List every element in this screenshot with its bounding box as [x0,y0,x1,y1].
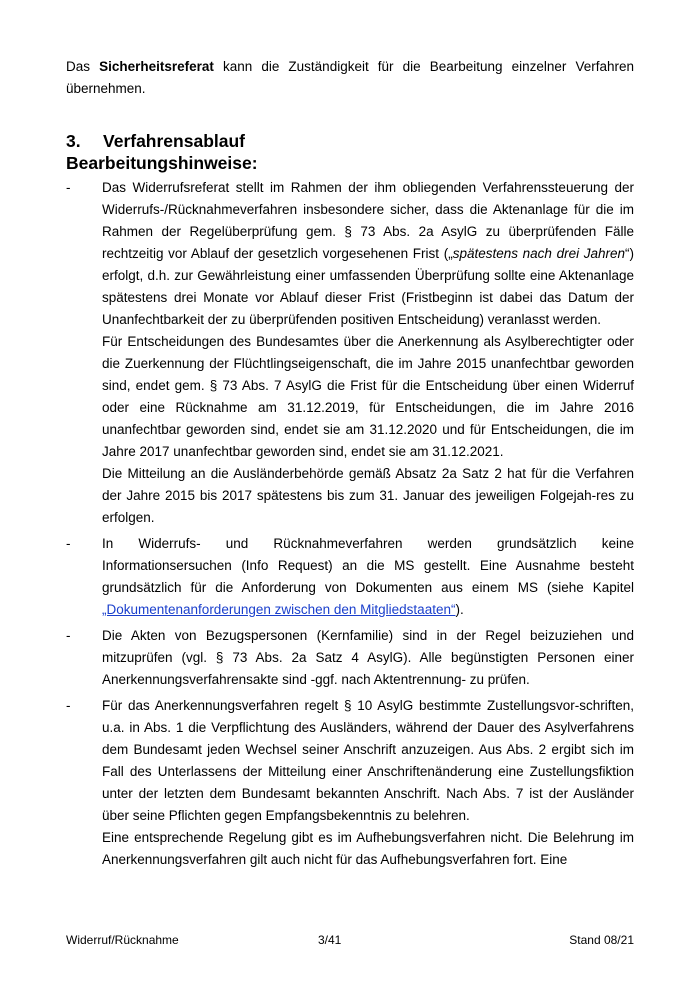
intro-bold-term: Sicherheitsreferat [99,59,214,74]
item1-paragraph3: Die Mitteilung an die Ausländerbehörde gemäß Absatz 2a Satz 2 hat für die Verfahren der Jahre 2015 bis 2017 spätestens bis zum 31. Januar des jeweiligen Folgejah-res zu erfolgen. [102,466,634,525]
list-item-bezugspersonen [66,625,634,691]
footer-version: Stand 08/21 [569,933,634,947]
section-heading [66,130,634,152]
item1-p1-post: “) erfolgt, d.h. zur Gewährleistung einer umfassenden Überprüfung sollte eine Aktenanlage spätestens drei Monate vor Ablauf dieser Frist (Fristbeginn ist dabei das Datum der Unanfechtbarkeit der zu überprüfenden positiven Entscheidung) veranlasst werden. [102,246,635,327]
chapter-link-dokumentenanforderungen[interactable]: „Dokumentenanforderungen zwischen den Mitgliedstaaten“ [102,602,456,617]
page-footer [66,933,634,953]
item4-paragraph1: Für das Anerkennungsverfahren regelt § 10 AsylG bestimmte Zustellungsvor-schriften, u.a. in Abs. 1 die Verpflichtung des Ausländers, während der Dauer des Asylverfahrens dem Bundesamt jeden Wechsel seiner Anschrift anzuzeigen. Aus Abs. 2 ergibt sich im Fall des Unterlassens der Mitteilung einer Anschriftenänderung eine Zustellungsfiktion unter der letzten dem Bundesamt bekannten Anschrift. Nach Abs. 7 ist der Ausländer über seine Pflichten gegen Empfangsbekenntnis zu belehren. [102,698,634,823]
section-subtitle: Bearbeitungshinweise: [66,153,258,173]
bullet-dash: - [66,180,71,195]
section-number: 3. [66,131,81,151]
item1-p1-italic: spätestens nach drei Jahren [452,246,626,261]
footer-page-number: 3/41 [318,933,342,947]
intro-paragraph [66,56,634,100]
section-title: Verfahrensablauf [103,131,245,151]
list-item-aktenanlage [66,177,634,529]
item4-paragraph2: Eine entsprechende Regelung gibt es im Aufhebungsverfahren nicht. Die Belehrung im Anerkennungsverfahren gilt auch nicht für das Aufhebungsverfahren fort. Eine [102,830,634,867]
footer-document-title: Widerruf/Rücknahme [66,933,179,947]
item1-paragraph1 [102,177,634,331]
item2-paragraph [102,533,634,621]
bullet-dash: - [66,698,71,713]
bullet-dash: - [66,628,71,643]
item2-text-pre: In Widerrufs- und Rücknahmeverfahren werden grundsätzlich keine Informationsersuchen (Info Request) an die MS gestellt. Eine Ausnahme besteht grundsätzlich für die Anforderung von Dokumenten aus einem MS (siehe Kapitel [102,536,634,595]
intro-text-post: kann die Zuständigkeit für die Bearbeitung einzelner Verfahren übernehmen. [66,59,634,96]
intro-text-pre: Das [66,59,100,74]
item3-paragraph: Die Akten von Bezugspersonen (Kernfamilie) sind in der Regel beizuziehen und mitzuprüfen (vgl. § 73 Abs. 2a Satz 4 AsylG). Alle begünstigten Personen einer Anerkennungsverfahrensakte sind -ggf. nach Aktentrennung- zu prüfen. [102,628,634,687]
item1-p1-pre: Das Widerrufsreferat stellt im Rahmen der ihm obliegenden Verfahrenssteuerung der Widerrufs-/Rücknahmeverfahren insbesondere sicher, dass die Aktenanlage für die im Rahmen der Regelüberprüfung gem. § 73 Abs. 2a AsylG zu überprüfenden Fälle rechtzeitig vor Ablauf der gesetzlich vorgesehenen Frist („ [102,180,634,261]
bullet-dash: - [66,536,71,551]
item2-text-post: ). [455,602,464,617]
document-body [66,56,634,875]
item1-paragraph2: Für Entscheidungen des Bundesamtes über die Anerkennung als Asylberechtigter oder die Zuerkennung der Flüchtlingseigenschaft, die im Jahre 2015 unanfechtbar geworden sind, endet gem. § 73 Abs. 7 AsylG die Frist für die Entscheidung über einen Widerruf oder eine Rücknahme am 31.12.2019, für Entscheidungen, die im Jahre 2016 unanfechtbar geworden sind, endet sie am 31.12.2020 und für Entscheidungen, die im Jahre 2017 unanfechtbar geworden sind, endet sie am 31.12.2021. [102,334,634,459]
list-item-info-request [66,533,634,621]
list-item-zustellung [66,695,634,871]
